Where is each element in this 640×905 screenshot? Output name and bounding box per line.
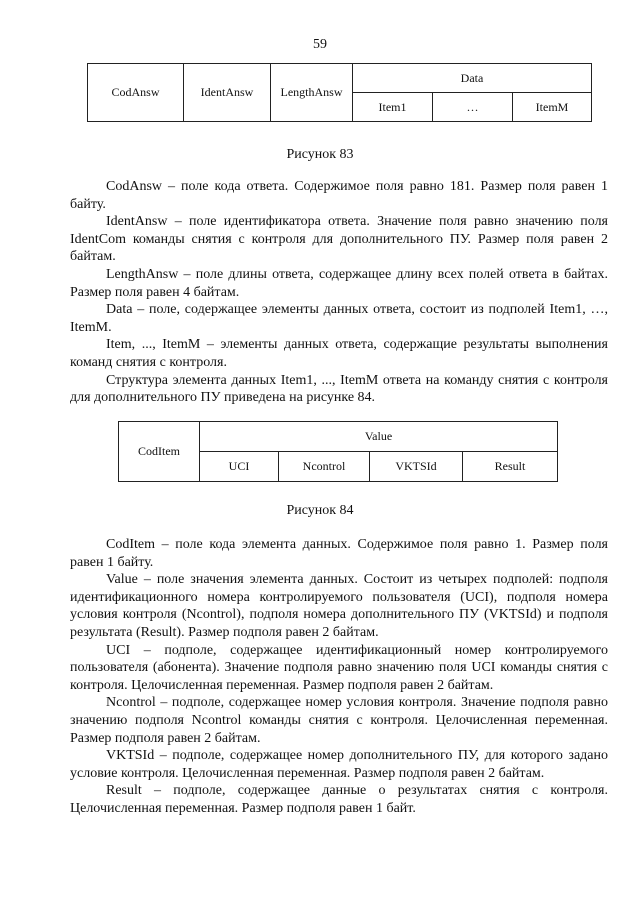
para-vktsid: VKTSId – подполе, содержащее номер дополнительного ПУ, для которого задано условие контроля. Целочисленная переменная. Размер подполя равен 2 байтам.: [70, 748, 608, 781]
figure-83-table: [87, 63, 592, 122]
cell-vktsid: VKTSId: [370, 452, 463, 482]
figure-84-table: [118, 421, 558, 482]
figure-84-caption: Рисунок 84: [286, 503, 354, 518]
cell-uci: UCI: [200, 452, 279, 482]
cell-codansw: CodAnsw: [88, 64, 184, 122]
page-number: 59: [313, 37, 327, 52]
para-structure: Структура элемента данных Item1, ..., ItemM ответа на команду снятия с контроля для дополнительного ПУ приведена на рисунке 84.: [70, 372, 608, 406]
para-coditem: CodItem – поле кода элемента данных. Содержимое поля равно 1. Размер поля равен 1 байту.: [70, 537, 608, 570]
para-value: Value – поле значения элемента данных. Состоит из четырех подполей: подполя идентификационного номера контролируемого пользователя (UCI), подполя номера условия контроля (Ncontrol), подполя номера дополнительного ПУ (VKTSId) и подполя результата (Result). Размер подполя равен 2 байтам.: [70, 572, 608, 640]
cell-lengthansw: LengthAnsw: [271, 64, 353, 122]
para-uci: UCI – подполе, содержащее идентификационный номер контролируемого пользователя (абонента). Значение подполя равно значению поля UCI команды снятия с контроля. Целочисленная переменная. Размер подполя равен 2 байтам.: [70, 642, 608, 693]
cell-ellipsis: …: [433, 93, 513, 122]
para-ncontrol: Ncontrol – подполе, содержащее номер условия контроля. Значение подполя равно значению подполя Ncontrol команды снятия с контроля. Целочисленная переменная. Размер подполя равен 2 байтам.: [70, 695, 608, 746]
cell-result: Result: [463, 452, 558, 482]
para-lengthansw: LengthAnsw – поле длины ответа, содержащее длину всех полей ответа в байтах. Размер поля равен 4 байтам.: [70, 266, 608, 300]
cell-data: Data: [353, 64, 592, 93]
para-items: Item, ..., ItemM – элементы данных ответа, содержащие результаты выполнения команд снятия с контроля.: [70, 337, 608, 370]
para-identansw: IdentAnsw – поле идентификатора ответа. Значение поля равно значению поля IdentCom команды снятия с контроля для дополнительного ПУ. Размер поля равен 2 байтам.: [70, 214, 608, 265]
cell-itemm: ItemM: [513, 93, 592, 122]
para-data: Data – поле, содержащее элементы данных ответа, состоит из подполей Item1, …, ItemM.: [70, 302, 608, 335]
cell-ncontrol: Ncontrol: [279, 452, 370, 482]
cell-item1: Item1: [353, 93, 433, 122]
cell-identansw: IdentAnsw: [184, 64, 271, 122]
cell-value: Value: [200, 422, 558, 452]
section-1-text: [70, 178, 608, 407]
para-codansw: CodAnsw – поле кода ответа. Содержимое поля равно 181. Размер поля равен 1 байту.: [70, 179, 608, 212]
section-2-text: [70, 536, 608, 818]
cell-coditem: CodItem: [119, 422, 200, 482]
figure-83-caption: Рисунок 83: [286, 147, 354, 162]
para-result: Result – подполе, содержащее данные о результатах снятия с контроля. Целочисленная переменная. Размер подполя равен 1 байт.: [70, 783, 608, 816]
